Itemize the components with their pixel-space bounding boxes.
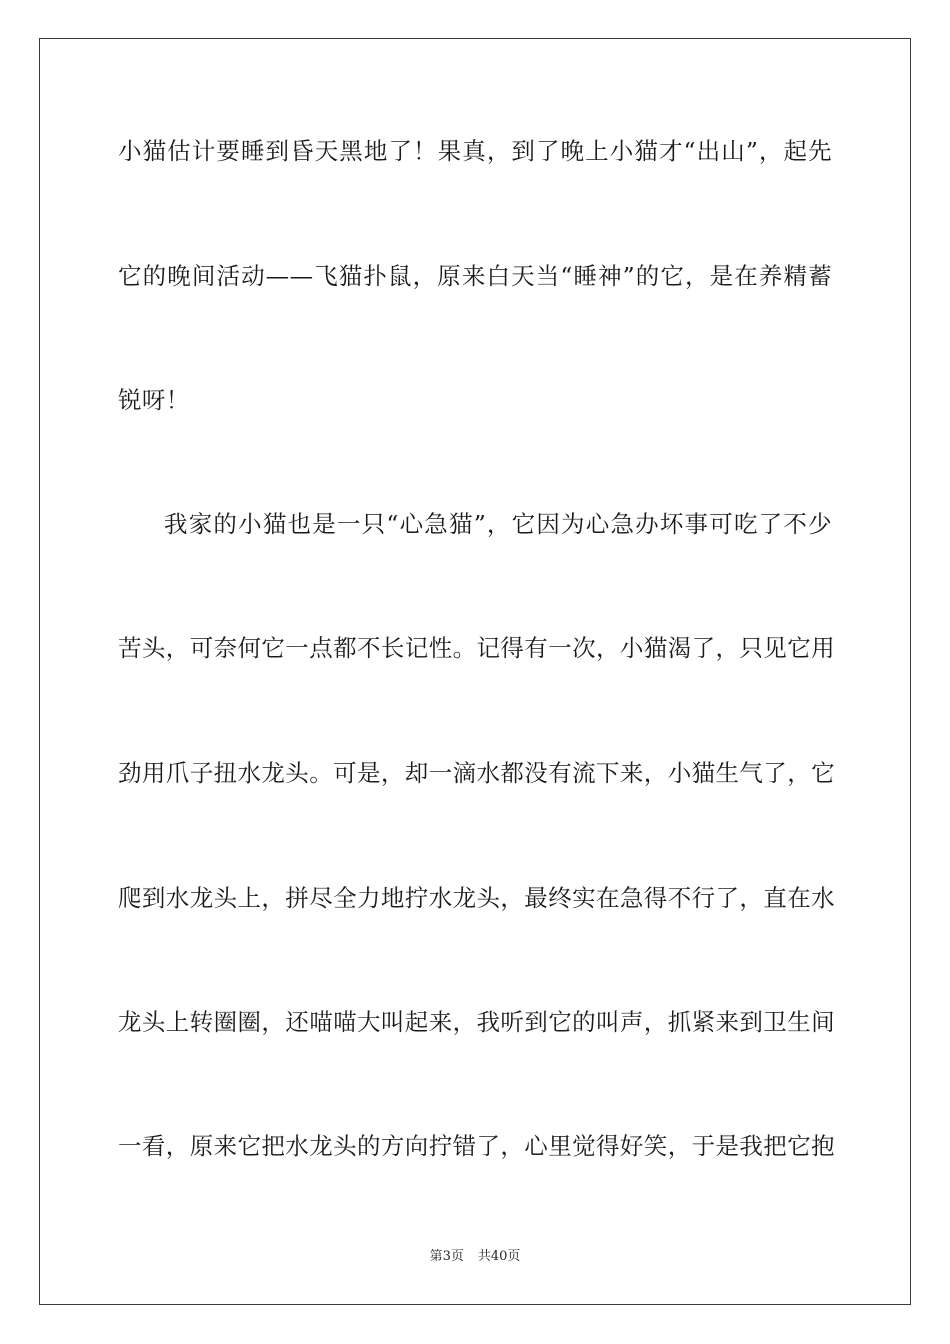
page-footer (0, 1248, 950, 1266)
text-line-4: 我家的小猫也是一只“心急猫”，它因为心急办坏事可吃了不少 (164, 510, 832, 538)
text-line-9: 一看，原来它把水龙头的方向拧错了，心里觉得好笑，于是我把它抱 (118, 1132, 835, 1160)
text-line-3: 锐呀！ (118, 386, 190, 414)
text-line-7: 爬到水龙头上，拼尽全力地拧水龙头，最终实在急得不行了，直在水 (118, 884, 835, 912)
text-line-5: 苦头，可奈何它一点都不长记性。记得有一次，小猫渴了，只见它用 (118, 634, 835, 662)
text-line-8: 龙头上转圈圈，还喵喵大叫起来，我听到它的叫声，抓紧来到卫生间 (118, 1008, 835, 1036)
page-border (39, 38, 911, 1305)
text-line-1: 小猫估计要睡到昏天黑地了！果真，到了晚上小猫才“出山”，起先 (118, 137, 832, 165)
page-total: 共40页 (477, 1249, 521, 1264)
page-number: 第3页 (429, 1249, 464, 1264)
text-line-2: 它的晚间活动——飞猫扑鼠，原来白天当“睡神”的它，是在养精蓄 (118, 262, 832, 290)
text-line-6: 劲用爪子扭水龙头。可是，却一滴水都没有流下来，小猫生气了，它 (118, 759, 835, 787)
